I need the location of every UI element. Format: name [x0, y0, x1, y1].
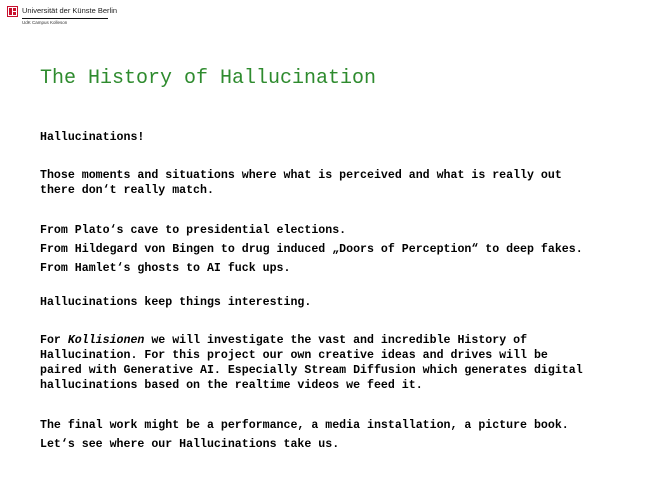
udk-logo-mark-icon [7, 6, 18, 17]
udk-logo [7, 6, 117, 26]
project-line [40, 333, 650, 348]
definition-line: there don‘t really match. [40, 184, 214, 197]
project-name: Kollisionen [67, 334, 145, 347]
definition-paragraph [40, 168, 650, 198]
project-prefix: For [40, 334, 68, 347]
page-title: The History of Hallucination [40, 67, 377, 90]
campus-name: UdK Campus Kolleson [22, 20, 68, 25]
project-line: paired with Generative AI. Especially Stream Diffusion which generates digital [40, 364, 583, 377]
project-line-rest: we will investigate the vast and incredible History of [144, 334, 528, 347]
outcome-line: Let‘s see where our Hallucinations take us. [40, 438, 340, 451]
outcome-line: The final work might be a performance, a media installation, a picture book. [40, 419, 569, 432]
from-line: From Hamlet‘s ghosts to AI fuck ups. [40, 262, 291, 275]
project-paragraph [40, 333, 650, 393]
institution-name: Universität der Künste Berlin [22, 6, 118, 15]
project-line: hallucinations based on the realtime videos we feed it. [40, 379, 423, 392]
project-line: Hallucination. For this project our own creative ideas and drives will be [40, 349, 548, 362]
from-line: From Hildegard von Bingen to drug induced „Doors of Perception“ to deep fakes. [40, 243, 583, 256]
from-line: From Plato‘s cave to presidential elections. [40, 224, 347, 237]
logo-divider [22, 18, 108, 19]
from-paragraph [40, 221, 650, 278]
intro-paragraph: Hallucinations! [40, 131, 145, 144]
definition-line: Those moments and situations where what is perceived and what is really out [40, 169, 562, 182]
interesting-paragraph: Hallucinations keep things interesting. [40, 296, 312, 309]
outcome-paragraph [40, 416, 650, 454]
